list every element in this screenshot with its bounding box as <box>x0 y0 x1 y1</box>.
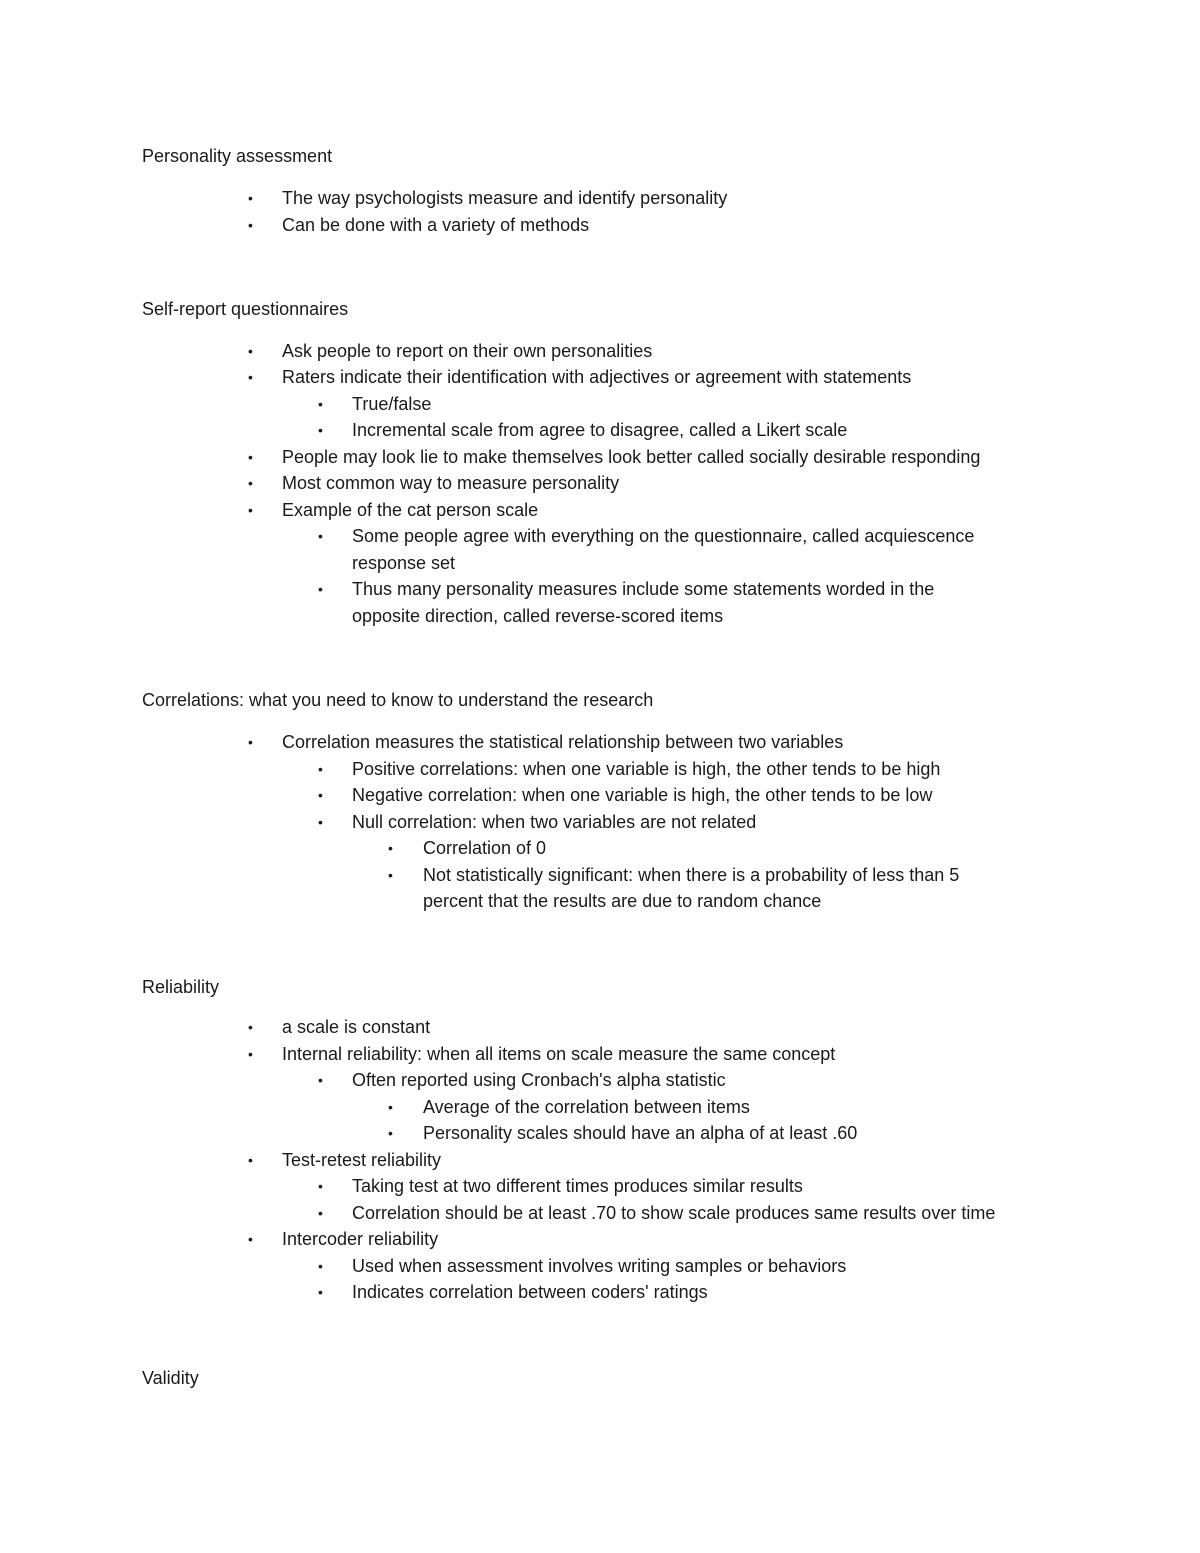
list-item-text: percent that the results are due to random chance <box>423 891 822 911</box>
list-item-text: Used when assessment involves writing samples or behaviors <box>352 1256 847 1276</box>
list-item <box>318 1200 996 1227</box>
bullet-icon: • <box>248 190 253 206</box>
section-heading-correlations: Correlations: what you need to know to understand the research <box>142 690 654 710</box>
section-heading-self-report: Self-report questionnaires <box>142 299 349 319</box>
bullet-icon: • <box>318 1205 323 1221</box>
bullet-icon: • <box>388 1125 393 1141</box>
list-item-text: Some people agree with everything on the questionnaire, called acquiescence <box>352 526 975 546</box>
bullet-icon: • <box>318 396 323 412</box>
list-item <box>248 212 590 239</box>
list-item-text: Test-retest reliability <box>282 1150 442 1170</box>
bullet-icon: • <box>388 840 393 856</box>
bullet-icon: • <box>318 814 323 830</box>
list-item-continuation <box>352 603 723 630</box>
bullet-icon: • <box>318 761 323 777</box>
bullet-icon: • <box>248 1019 253 1035</box>
list-item-text: Not statistically significant: when there is a probability of less than 5 <box>423 865 960 885</box>
list-item-text: Intercoder reliability <box>282 1229 439 1249</box>
list-item-text: Most common way to measure personality <box>282 473 620 493</box>
list-item <box>318 1279 708 1306</box>
list-item-text: The way psychologists measure and identify personality <box>282 188 728 208</box>
bullet-icon: • <box>248 449 253 465</box>
list-item <box>248 729 844 756</box>
list-item <box>248 1014 431 1041</box>
bullet-icon: • <box>248 369 253 385</box>
list-item-text: Internal reliability: when all items on scale measure the same concept <box>282 1044 836 1064</box>
bullet-icon: • <box>318 1072 323 1088</box>
list-item-text: a scale is constant <box>282 1017 431 1037</box>
list-item-text: Null correlation: when two variables are not related <box>352 812 757 832</box>
list-item-text: Can be done with a variety of methods <box>282 215 590 235</box>
section-heading-validity: Validity <box>142 1368 199 1388</box>
list-item-text: opposite direction, called reverse-scored items <box>352 606 724 626</box>
list-item <box>318 417 848 444</box>
list-item <box>388 1120 858 1147</box>
list-item <box>318 391 432 418</box>
list-item <box>318 782 933 809</box>
list-item-text: Negative correlation: when one variable is high, the other tends to be low <box>352 785 933 805</box>
list-item-text: Taking test at two different times produces similar results <box>352 1176 803 1196</box>
list-item <box>248 497 539 524</box>
list-item-text: Thus many personality measures include some statements worded in the <box>352 579 935 599</box>
list-item <box>318 523 975 550</box>
list-item <box>248 364 912 391</box>
list-item-continuation <box>352 550 455 577</box>
list-item <box>318 756 941 783</box>
bullet-icon: • <box>318 528 323 544</box>
bullet-icon: • <box>318 422 323 438</box>
bullet-icon: • <box>248 343 253 359</box>
list-item-continuation <box>423 888 821 915</box>
list-item-text: Correlation measures the statistical relationship between two variables <box>282 732 844 752</box>
bullet-icon: • <box>248 1231 253 1247</box>
bullet-icon: • <box>388 867 393 883</box>
bullet-icon: • <box>248 475 253 491</box>
list-item-text: True/false <box>352 394 432 414</box>
list-item <box>248 470 620 497</box>
list-item-text: Ask people to report on their own personalities <box>282 341 653 361</box>
list-item <box>388 1094 750 1121</box>
list-item-text: Positive correlations: when one variable is high, the other tends to be high <box>352 759 941 779</box>
bullet-icon: • <box>318 1258 323 1274</box>
list-item-text: Often reported using Cronbach's alpha statistic <box>352 1070 726 1090</box>
bullet-icon: • <box>248 1152 253 1168</box>
list-item <box>318 1067 726 1094</box>
bullet-icon: • <box>248 734 253 750</box>
list-item <box>248 338 653 365</box>
list-item <box>318 809 757 836</box>
section-heading-personality-assessment: Personality assessment <box>142 146 333 166</box>
list-item <box>318 1253 847 1280</box>
list-item-text: Correlation should be at least .70 to show scale produces same results over time <box>352 1203 996 1223</box>
list-item <box>318 1173 803 1200</box>
list-item-text: Average of the correlation between items <box>423 1097 750 1117</box>
list-item <box>248 444 981 471</box>
bullet-icon: • <box>318 1178 323 1194</box>
list-item-text: response set <box>352 553 456 573</box>
list-item-text: Example of the cat person scale <box>282 500 539 520</box>
list-item <box>248 1226 439 1253</box>
bullet-icon: • <box>248 217 253 233</box>
bullet-icon: • <box>248 502 253 518</box>
list-item <box>248 1147 442 1174</box>
list-item-text: People may look lie to make themselves look better called socially desirable responding <box>282 447 981 467</box>
list-item-text: Correlation of 0 <box>423 838 547 858</box>
list-item <box>388 835 547 862</box>
bullet-icon: • <box>388 1099 393 1115</box>
list-item <box>248 1041 836 1068</box>
section-heading-reliability: Reliability <box>142 977 220 997</box>
list-item <box>248 185 728 212</box>
list-item-text: Raters indicate their identification with adjectives or agreement with statements <box>282 367 912 387</box>
bullet-icon: • <box>248 1046 253 1062</box>
list-item-text: Personality scales should have an alpha of at least .60 <box>423 1123 858 1143</box>
list-item-text: Indicates correlation between coders' ratings <box>352 1282 708 1302</box>
bullet-icon: • <box>318 581 323 597</box>
list-item-text: Incremental scale from agree to disagree, called a Likert scale <box>352 420 848 440</box>
list-item <box>318 576 935 603</box>
list-item <box>388 862 960 889</box>
bullet-icon: • <box>318 1284 323 1300</box>
bullet-icon: • <box>318 787 323 803</box>
